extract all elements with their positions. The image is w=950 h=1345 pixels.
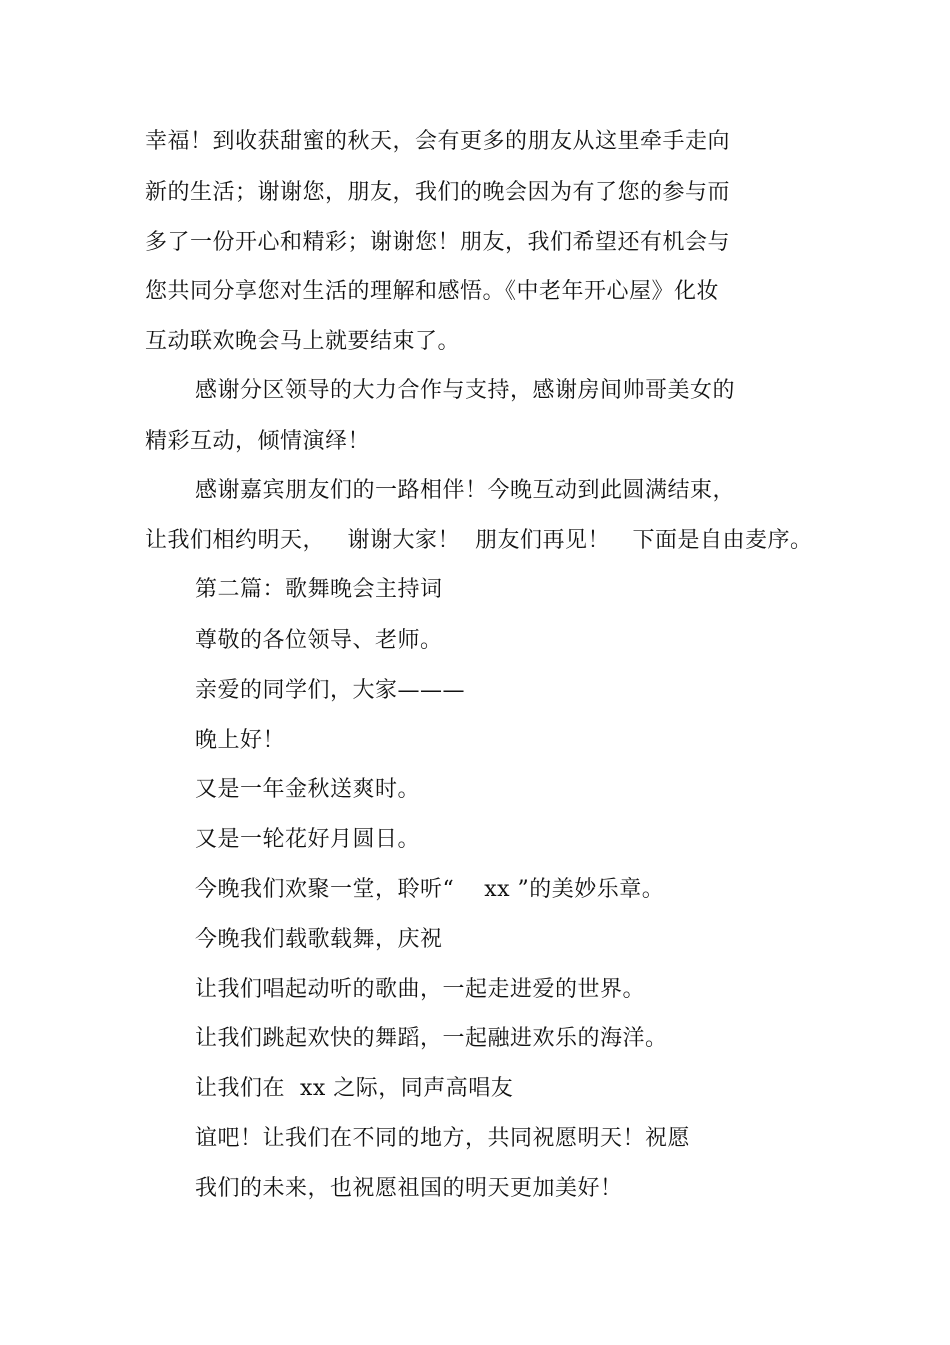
text-line: 新的生活；谢谢您，朋友，我们的晚会因为有了您的参与而: [145, 180, 731, 205]
text-line: 今晚我们欢聚一堂，聆听“ xx ”的美妙乐章。: [195, 877, 665, 902]
text-line: 感谢分区领导的大力合作与支持，感谢房间帅哥美女的: [195, 378, 736, 403]
text-line: 晚上好！: [195, 728, 286, 753]
text-line: 尊敬的各位领导、老师。: [195, 628, 443, 653]
text-line: 感谢嘉宾朋友们的一路相伴！今晚互动到此圆满结束，: [195, 478, 736, 503]
text-line: 谊吧！让我们在不同的地方，共同祝愿明天！祝愿: [195, 1126, 691, 1151]
text-line: 幸福！到收获甜蜜的秋天，会有更多的朋友从这里牵手走向: [145, 129, 731, 154]
text-line: 让我们唱起动听的歌曲，一起走进爱的世界。: [195, 977, 646, 1002]
text-line: 今晚我们载歌载舞，庆祝: [195, 927, 443, 952]
text-line: 精彩互动，倾情演绎！: [145, 429, 371, 454]
text-line: 让我们在 xx 之际，同声高唱友: [195, 1076, 514, 1101]
text-line: 让我们相约明天， 谢谢大家！ 朋友们再见！ 下面是自由麦序。: [145, 528, 813, 553]
text-line: 多了一份开心和精彩；谢谢您！朋友，我们希望还有机会与: [145, 230, 731, 255]
text-line: 您共同分享您对生活的理解和感悟。《中老年开心屋》化妆: [145, 279, 720, 304]
text-line: 互动联欢晚会马上就要结束了。: [145, 329, 461, 354]
text-line: 让我们跳起欢快的舞蹈，一起融进欢乐的海洋。: [195, 1026, 668, 1051]
text-line: 亲爱的同学们，大家———: [195, 678, 466, 703]
section-heading: 第二篇：歌舞晚会主持词: [195, 577, 443, 602]
text-line: 又是一年金秋送爽时。: [195, 777, 421, 802]
text-line: 又是一轮花好月圆日。: [195, 827, 421, 852]
text-line: 我们的未来，也祝愿祖国的明天更加美好！: [195, 1176, 623, 1201]
